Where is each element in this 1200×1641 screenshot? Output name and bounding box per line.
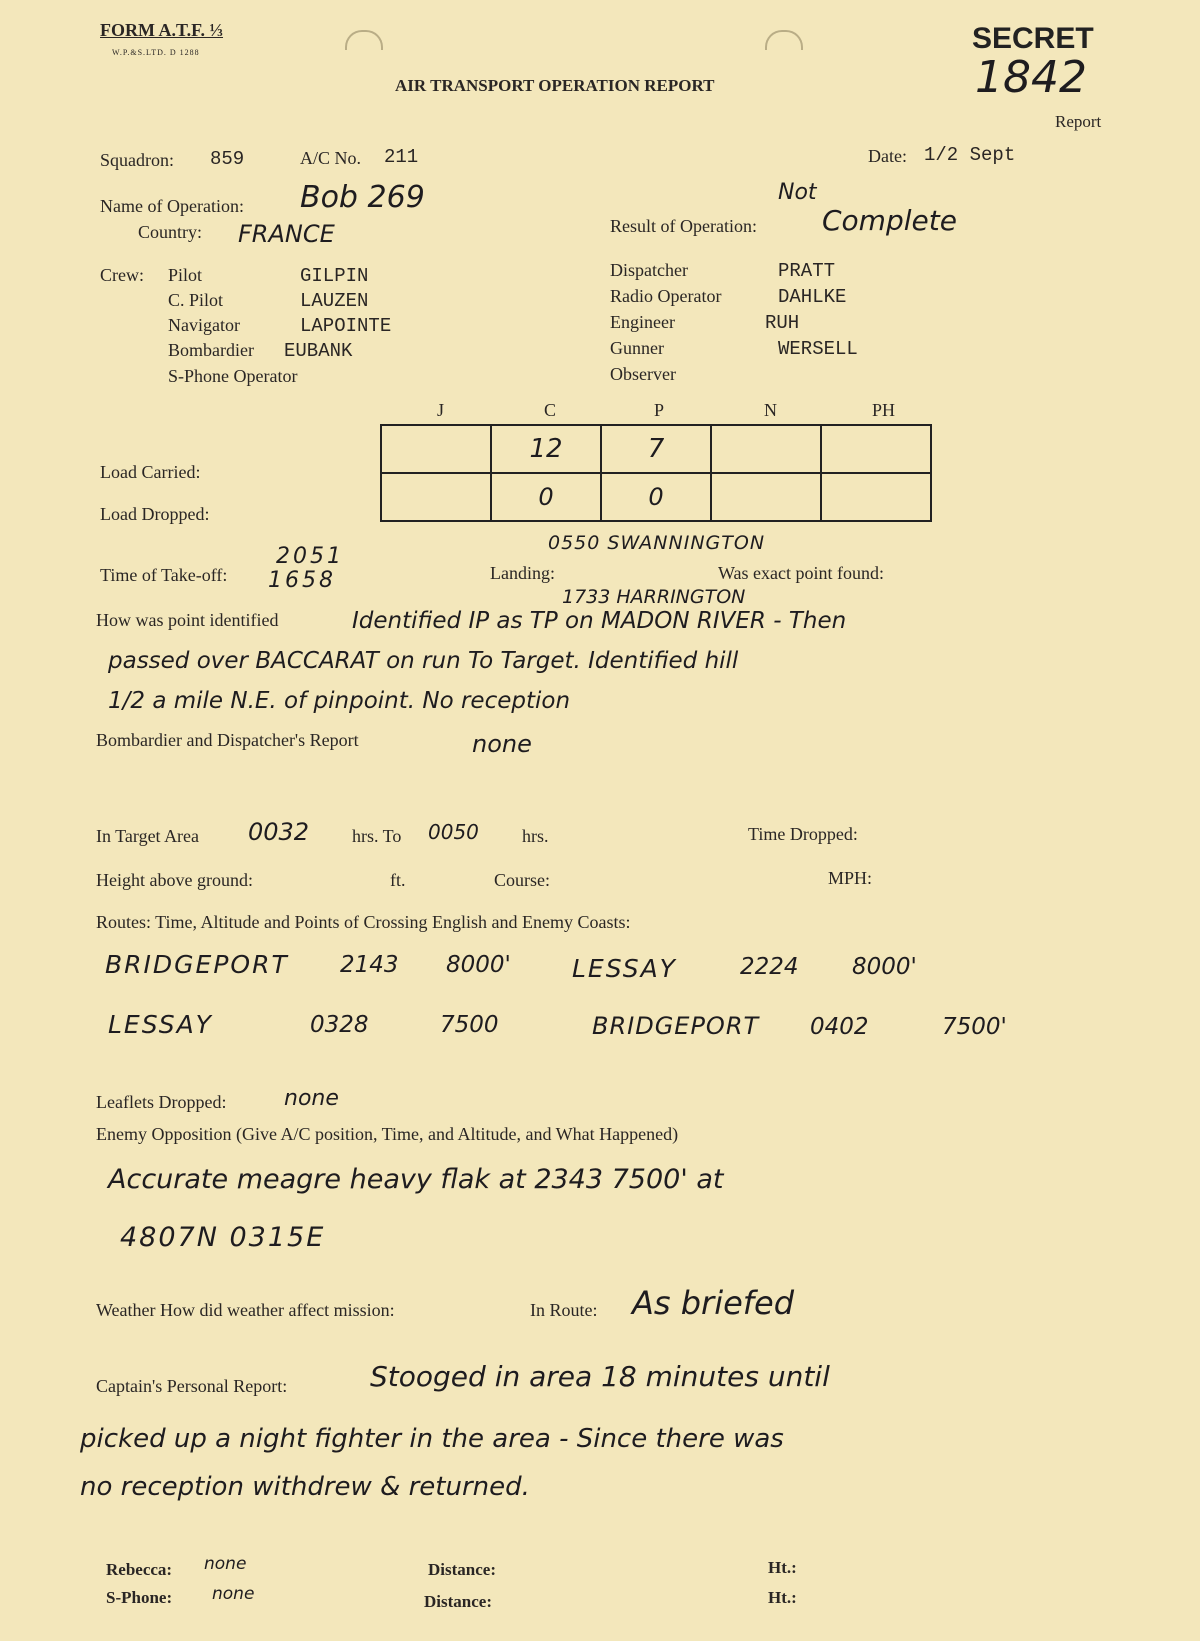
course-label: Course: xyxy=(494,870,550,890)
load-dropped-label: Load Dropped: xyxy=(100,504,210,524)
captain-report-line: no reception withdrew & returned. xyxy=(80,1472,530,1502)
weather-value: As briefed xyxy=(632,1284,795,1322)
ac-label: A/C No. xyxy=(300,148,362,168)
crew-name: LAUZEN xyxy=(300,290,369,312)
rebecca-label: Rebecca: xyxy=(106,1560,173,1579)
crew-name: EUBANK xyxy=(284,340,353,362)
load-cell xyxy=(821,473,931,521)
crew-name: GILPIN xyxy=(300,265,369,287)
route-time: 2224 xyxy=(740,954,799,980)
load-cell xyxy=(821,425,931,473)
takeoff-value: 2051 xyxy=(276,544,344,569)
load-column-header: J xyxy=(437,400,445,420)
load-carried-row xyxy=(381,425,931,473)
page-title: AIR TRANSPORT OPERATION REPORT xyxy=(395,76,715,95)
crew-role: Engineer xyxy=(610,312,675,332)
load-column-header: PH xyxy=(872,400,896,420)
sphone-label: S-Phone: xyxy=(106,1588,173,1607)
load-cell: 0 xyxy=(601,473,711,521)
load-table xyxy=(380,424,932,522)
crew-name: RUH xyxy=(765,312,800,334)
height-footer-label: Ht.: xyxy=(768,1558,797,1577)
crew-role: C. Pilot xyxy=(168,290,224,310)
takeoff-value: 1658 xyxy=(268,568,336,593)
load-column-header: N xyxy=(764,400,777,420)
country-value: FRANCE xyxy=(238,220,335,248)
date-value: 1/2 Sept xyxy=(924,144,1016,166)
ac-value: 211 xyxy=(384,146,419,168)
route-time: 2143 xyxy=(340,952,399,978)
route-altitude: 7500' xyxy=(942,1014,1007,1040)
form-id: FORM A.T.F. ⅓ xyxy=(100,20,224,40)
landing-value-2: 1733 HARRINGTON xyxy=(562,586,746,608)
target-hrs-label: hrs. xyxy=(522,826,549,846)
routes-label: Routes: Time, Altitude and Points of Crossing English and Enemy Coasts: xyxy=(96,912,631,932)
time-dropped-label: Time Dropped: xyxy=(748,824,858,844)
opposition-label: Enemy Opposition (Give A/C position, Time, and Altitude, and What Happened) xyxy=(96,1124,679,1144)
rebecca-value: none xyxy=(204,1554,247,1574)
classification-stamp: SECRET xyxy=(972,22,1094,55)
mph-label: MPH: xyxy=(828,868,873,888)
landing-label: Landing: xyxy=(490,563,555,583)
distance-label: Distance: xyxy=(428,1560,496,1579)
load-cell: 12 xyxy=(491,425,601,473)
route-altitude: 7500 xyxy=(440,1012,499,1038)
load-cell xyxy=(711,425,821,473)
date-label: Date: xyxy=(868,146,907,166)
load-cell: 0 xyxy=(491,473,601,521)
identification-label: How was point identified xyxy=(96,610,279,630)
route-point: LESSAY xyxy=(572,954,677,983)
captain-report-line: Stooged in area 18 minutes until xyxy=(370,1360,830,1393)
crew-role: Gunner xyxy=(610,338,664,358)
opposition-line: Accurate meagre heavy flak at 2343 7500' at xyxy=(108,1164,724,1195)
bombardier-value: none xyxy=(472,730,532,758)
crew-name: PRATT xyxy=(778,260,836,282)
route-point: BRIDGEPORT xyxy=(105,950,289,979)
crew-role: Dispatcher xyxy=(610,260,688,280)
route-time: 0402 xyxy=(810,1014,869,1040)
bombardier-label: Bombardier and Dispatcher's Report xyxy=(96,730,359,750)
captain-report-line: picked up a night fighter in the area - Since there was xyxy=(80,1424,784,1454)
identification-line: passed over BACCARAT on run To Target. Identified hill xyxy=(108,648,739,674)
crew-name: WERSELL xyxy=(778,338,858,360)
distance-label: Distance: xyxy=(424,1592,492,1611)
crew-name: DAHLKE xyxy=(778,286,847,308)
route-point: BRIDGEPORT xyxy=(592,1012,760,1040)
leaflets-label: Leaflets Dropped: xyxy=(96,1092,227,1112)
load-column-header: P xyxy=(654,400,665,420)
crew-role: Radio Operator xyxy=(610,286,722,306)
result-label: Result of Operation: xyxy=(610,216,757,236)
takeoff-label: Time of Take-off: xyxy=(100,565,228,585)
country-label: Country: xyxy=(138,222,203,242)
report-label: Report xyxy=(1055,112,1102,131)
crew-role: S-Phone Operator xyxy=(168,366,298,386)
route-time: 0328 xyxy=(310,1012,369,1038)
operation-label: Name of Operation: xyxy=(100,196,244,216)
height-unit: ft. xyxy=(390,870,406,890)
load-dropped-row xyxy=(381,473,931,521)
opposition-line: 4807N 0315E xyxy=(120,1222,326,1253)
route-point: LESSAY xyxy=(108,1010,213,1039)
crew-role: Pilot xyxy=(168,265,203,285)
result-value: Complete xyxy=(822,204,957,237)
height-label: Height above ground: xyxy=(96,870,253,890)
crew-role: Observer xyxy=(610,364,676,384)
target-to-value: 0050 xyxy=(428,820,479,844)
route-altitude: 8000' xyxy=(852,954,917,980)
identification-line: Identified IP as TP on MADON RIVER - Then xyxy=(352,608,847,634)
crew-label: Crew: xyxy=(100,265,144,285)
load-cell xyxy=(381,473,491,521)
report-number: 1842 xyxy=(975,52,1087,103)
punch-hole xyxy=(765,30,803,50)
load-column-header: C xyxy=(544,400,557,420)
landing-value-1: 0550 SWANNINGTON xyxy=(548,532,766,554)
sphone-value: none xyxy=(212,1584,255,1604)
load-cell xyxy=(711,473,821,521)
squadron-value: 859 xyxy=(210,148,245,170)
form-subtext: W.P.&S.LTD. D 1288 xyxy=(112,48,200,57)
load-cell xyxy=(381,425,491,473)
load-carried-label: Load Carried: xyxy=(100,462,201,482)
target-area-label: In Target Area xyxy=(96,826,200,846)
target-hrs-to-label: hrs. To xyxy=(352,826,402,846)
load-cell: 7 xyxy=(601,425,711,473)
weather-label: Weather How did weather affect mission: xyxy=(96,1300,395,1320)
captain-report-label: Captain's Personal Report: xyxy=(96,1376,288,1396)
target-from-value: 0032 xyxy=(248,818,310,846)
in-route-label: In Route: xyxy=(530,1300,598,1320)
identification-line: 1/2 a mile N.E. of pinpoint. No reception xyxy=(108,688,571,714)
operation-value: Bob 269 xyxy=(300,180,425,215)
crew-role: Navigator xyxy=(168,315,240,335)
crew-role: Bombardier xyxy=(168,340,254,360)
route-altitude: 8000' xyxy=(446,952,511,978)
squadron-label: Squadron: xyxy=(100,150,174,170)
result-note: Not xyxy=(778,180,817,205)
crew-name: LAPOINTE xyxy=(300,315,392,337)
leaflets-value: none xyxy=(284,1086,339,1111)
exact-point-label: Was exact point found: xyxy=(718,563,885,583)
height-footer-label: Ht.: xyxy=(768,1588,797,1607)
punch-hole xyxy=(345,30,383,50)
